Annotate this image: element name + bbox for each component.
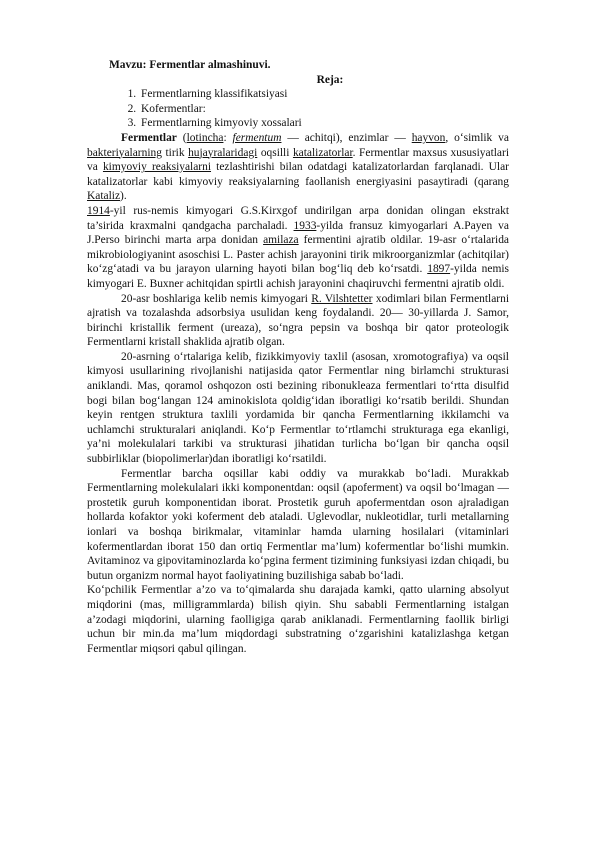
link-1933[interactable]: 1933 bbox=[293, 219, 317, 232]
paragraph-history: 1914-yil rus-nemis kimyogari G.S.Kirxgof undirilgan arpa donidan olingan ekstrakt ta’sirida kraxmalni qandgacha parchaladi. 1933-yilda fransuz kimyogarlari A.Payen va J.Perso birinchi marta arpa donidan amilaza fermentini ajratib oldilar. 19-asr o‘rtalarida mikrobiologiyanint asoschisi L. Paster achish jarayonini tirik mikroorganizmlar (achitqilar) ko‘zg‘atadi va bu jarayon ularning hayoti bilan bog‘liq deb ko‘rsatdi. 1897-yilda nemis kimyogari E. Buxner achitqidan spirtli achish jarayonini chaqiruvchi fermentni ajratib oldi. bbox=[87, 204, 510, 290]
paragraph-definition: Fermentlar (lotincha: fermentum — achitqi), enzimlar — hayvon, o‘simlik va bakteriyalarning tirik hujayralaridagi oqsilli katalizatorlar. Fermentlar maxsus xususiyatlari va kimyoviy reaksiyalarni tezlashtirishi bilan odatdagi katalizatorlardan farqlanadi. Ular katalizatorlar kabi kimyoviy reaksiyalarning faollanish energiyasini pasaytiradi (qarang Kataliz). bbox=[87, 131, 509, 203]
document-page bbox=[87, 58, 509, 656]
link-amilaza[interactable]: amilaza bbox=[263, 234, 299, 247]
link-kimyoviy-reaksiyalarni[interactable]: kimyoviy reaksiyalarni bbox=[102, 161, 212, 174]
plan-item: 3. Fermentlarning kimyoviy xossalari bbox=[139, 116, 509, 131]
link-lotincha[interactable]: lotincha bbox=[186, 131, 224, 144]
paragraph-structure: 20-asrning o‘rtalariga kelib, fizikkimyoviy taxlil (asosan, xromotografiya) va oqsil kimyosi usullarining rivojlanishi natijasida qator Fermentlar ning birlamchi strukturasi aniklandi. Mas, qoramol oshqozon osti bezining ribonukleaza fermentlari to‘rtta disulfid bogi bilan bog‘langan 124 aminokislota qoldig‘idan iboratligi ko‘rsatib berildi. Shundan keyin rentgen struktura taxlili yordamida bir qancha Fermentlarning ikkilamchi va uchlamchi strukturalari aniqlandi. Ko‘p Fermentlar to‘rtlamchi strukturaga ega ekanligi, ya’ni molekulalari tarkibi va strukturasi jihatidan turlicha bo‘lgan bir qancha oqsil subbirliklar (biopolimerlar)dan iboratligi ko‘rsatildi. bbox=[87, 350, 509, 466]
link-katalizatorlar[interactable]: katalizatorlar bbox=[292, 146, 353, 159]
link-hayvon[interactable]: hayvon bbox=[411, 131, 446, 144]
link-vilshtetter[interactable]: R. Vilshtetter bbox=[311, 292, 373, 305]
paragraph-activity: Ko‘pchilik Fermentlar a’zo va to‘qimalarda shu darajada kamki, qatto ularning absolyut miqdorini (mas, milligrammlarda) bilish qiyin. Shu sababli Fermentlarning istalgan a’zodagi miqdorini, ularning faolligiga qarab aniklanadi. Fermentlarning faollik birligi uchun bir min.da ma’lum miqdordagi substratning o‘zgarishini katalizlashga ketgan Fermentlar miqsori qabul qilingan. bbox=[87, 584, 509, 655]
link-fermentum[interactable]: fermentum bbox=[232, 131, 282, 144]
term-fermentlar: Fermentlar bbox=[121, 131, 177, 144]
paragraph-composition: Fermentlar barcha oqsillar kabi oddiy va murakkab bo‘ladi. Murakkab Fermentlarning molekulalari ikki komponentdan: oqsil (apoferment) va oqsil bo‘lmagan — prostetik guruh komponentidan iborat. Prostetik guruh apofermentdan oson ajraladigan hollarda kofaktor yoki koferment deb ataladi. Uglevodlar, nukleotidlar, turli metallarning ionlari va boshqa birikmalar, vitaminlar hamda ularning hosilalari (vitaminlari kofermentlardan iborat 150 dan ortiq Fermentlar ma’lum) kofermentlar bo‘lishi mumkin. Avitaminoz va gipovitaminozlarda ko‘pgina ferment tizimining funksiyasi izdan chiqadi, bu butun organizm normal hayot faoliyatining buzilishiga sabab bo‘ladi. bbox=[87, 467, 509, 582]
plan-item: 1. Fermentlarning klassifikatsiyasi bbox=[139, 87, 509, 102]
link-hujayralaridagi[interactable]: hujayralaridagi bbox=[188, 146, 258, 159]
plan-heading: Reja: bbox=[316, 73, 344, 86]
link-kataliz[interactable]: Kataliz bbox=[87, 190, 121, 203]
link-1897[interactable]: 1897 bbox=[427, 263, 451, 276]
link-bakteriyalarning[interactable]: bakteriyalarning bbox=[87, 146, 162, 159]
plan-item: 2. Kofermentlar: bbox=[139, 102, 509, 117]
link-1914[interactable]: 1914 bbox=[87, 204, 110, 217]
document-title: Mavzu: Fermentlar almashinuvi. bbox=[109, 59, 271, 71]
plan-list bbox=[87, 87, 509, 131]
paragraph-20th-century: 20-asr boshlariga kelib nemis kimyogari R. Vilshtetter xodimlari bilan Fermentlarni ajratish va tozalashda adsorbsiya usulidan keng foydalandi. 20— 30-yillarda J. Samor, birinchi kristallik ferment (ureaza), so‘ngra pepsin va boshqa bir qator proteologik Fermentlarni kristall shaklida ajratib olgan. bbox=[87, 292, 510, 349]
